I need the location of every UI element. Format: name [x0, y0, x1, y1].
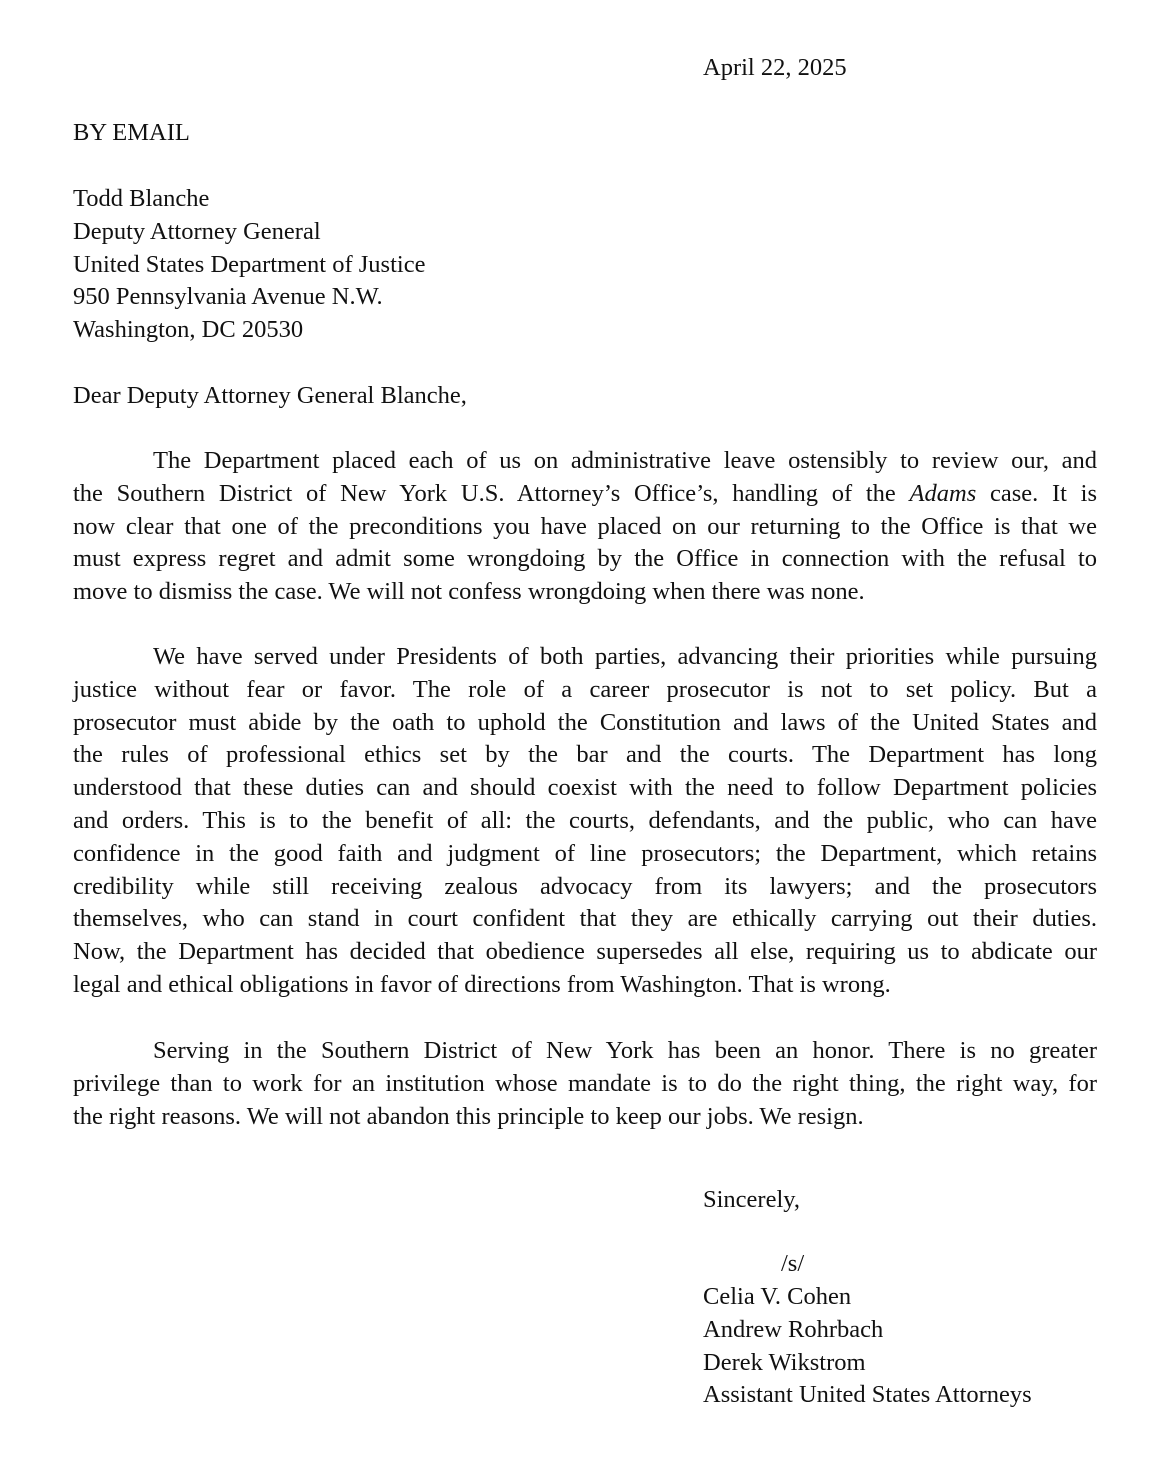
paragraph-line: the right reasons. We will not abandon this principle to keep our jobs. We resign. [73, 1102, 864, 1130]
recipient-name: Todd Blanche [73, 185, 210, 212]
case-name-italic: Adams [909, 479, 977, 507]
paragraph-line: understood that these duties can and should coexist with the need to follow Department policies [73, 774, 1097, 802]
paragraph-line: legal and ethical obligations in favor of directions from Washington. That is wrong. [73, 970, 891, 998]
paragraph-line: and orders. This is to the benefit of all: the courts, defendants, and the public, who can have [73, 806, 1097, 834]
salutation: Dear Deputy Attorney General Blanche, [73, 382, 467, 409]
paragraph-line: the rules of professional ethics set by the bar and the courts. The Department has long [73, 741, 1097, 769]
signers-title: Assistant United States Attorneys [703, 1381, 1032, 1409]
signer-name: Celia V. Cohen [703, 1283, 852, 1310]
paragraph-line: prosecutor must abide by the oath to uphold the Constitution and laws of the United States and [73, 708, 1097, 736]
paragraph-line: privilege than to work for an institution whose mandate is to do the right thing, the right way, for [73, 1069, 1097, 1097]
paragraph-line-text: case. It is [976, 479, 1097, 507]
paragraph-line: Now, the Department has decided that obedience supersedes all else, requiring us to abdicate our [73, 938, 1097, 966]
paragraph-line: We have served under Presidents of both parties, advancing their priorities while pursuing [153, 643, 1097, 670]
paragraph-line: now clear that one of the preconditions you have placed on our returning to the Office is that we [73, 512, 1097, 540]
recipient-city-state-zip: Washington, DC 20530 [73, 316, 304, 344]
recipient-street: 950 Pennsylvania Avenue N.W. [73, 283, 383, 311]
delivery-method: BY EMAIL [73, 119, 190, 146]
paragraph-line: move to dismiss the case. We will not confess wrongdoing when there was none. [73, 578, 865, 606]
paragraph-line-text: the Southern District of New York U.S. Attorney’s Office’s, handling of the [73, 479, 910, 507]
recipient-organization: United States Department of Justice [73, 250, 426, 278]
body-paragraph-1 [73, 445, 1097, 609]
letter-date: April 22, 2025 [703, 54, 847, 81]
recipient-address-block [73, 183, 425, 347]
closing: Sincerely, [703, 1186, 801, 1213]
paragraph-line: confidence in the good faith and judgment of line prosecutors; the Department, which retains [73, 839, 1097, 867]
paragraph-line: themselves, who can stand in court confident that they are ethically carrying out their duties. [73, 905, 1097, 933]
paragraph-line: The Department placed each of us on administrative leave ostensibly to review our, and [153, 447, 1097, 474]
paragraph-line [73, 478, 1097, 511]
signature-block [703, 1281, 1032, 1412]
paragraph-line: justice without fear or favor. The role of a career prosecutor is not to set policy. But a [73, 675, 1097, 703]
signer-name: Andrew Rohrbach [703, 1315, 884, 1343]
paragraph-line: credibility while still receiving zealous advocacy from its lawyers; and the prosecutors [73, 872, 1097, 900]
body-paragraph-2 [73, 641, 1097, 1002]
paragraph-line: Serving in the Southern District of New York has been an honor. There is no greater [153, 1037, 1097, 1064]
signer-name: Derek Wikstrom [703, 1348, 866, 1376]
paragraph-line: must express regret and admit some wrongdoing by the Office in connection with the refusal to [73, 545, 1097, 573]
body-paragraph-3 [73, 1035, 1097, 1133]
recipient-title: Deputy Attorney General [73, 217, 321, 245]
signature-mark: /s/ [781, 1250, 805, 1277]
